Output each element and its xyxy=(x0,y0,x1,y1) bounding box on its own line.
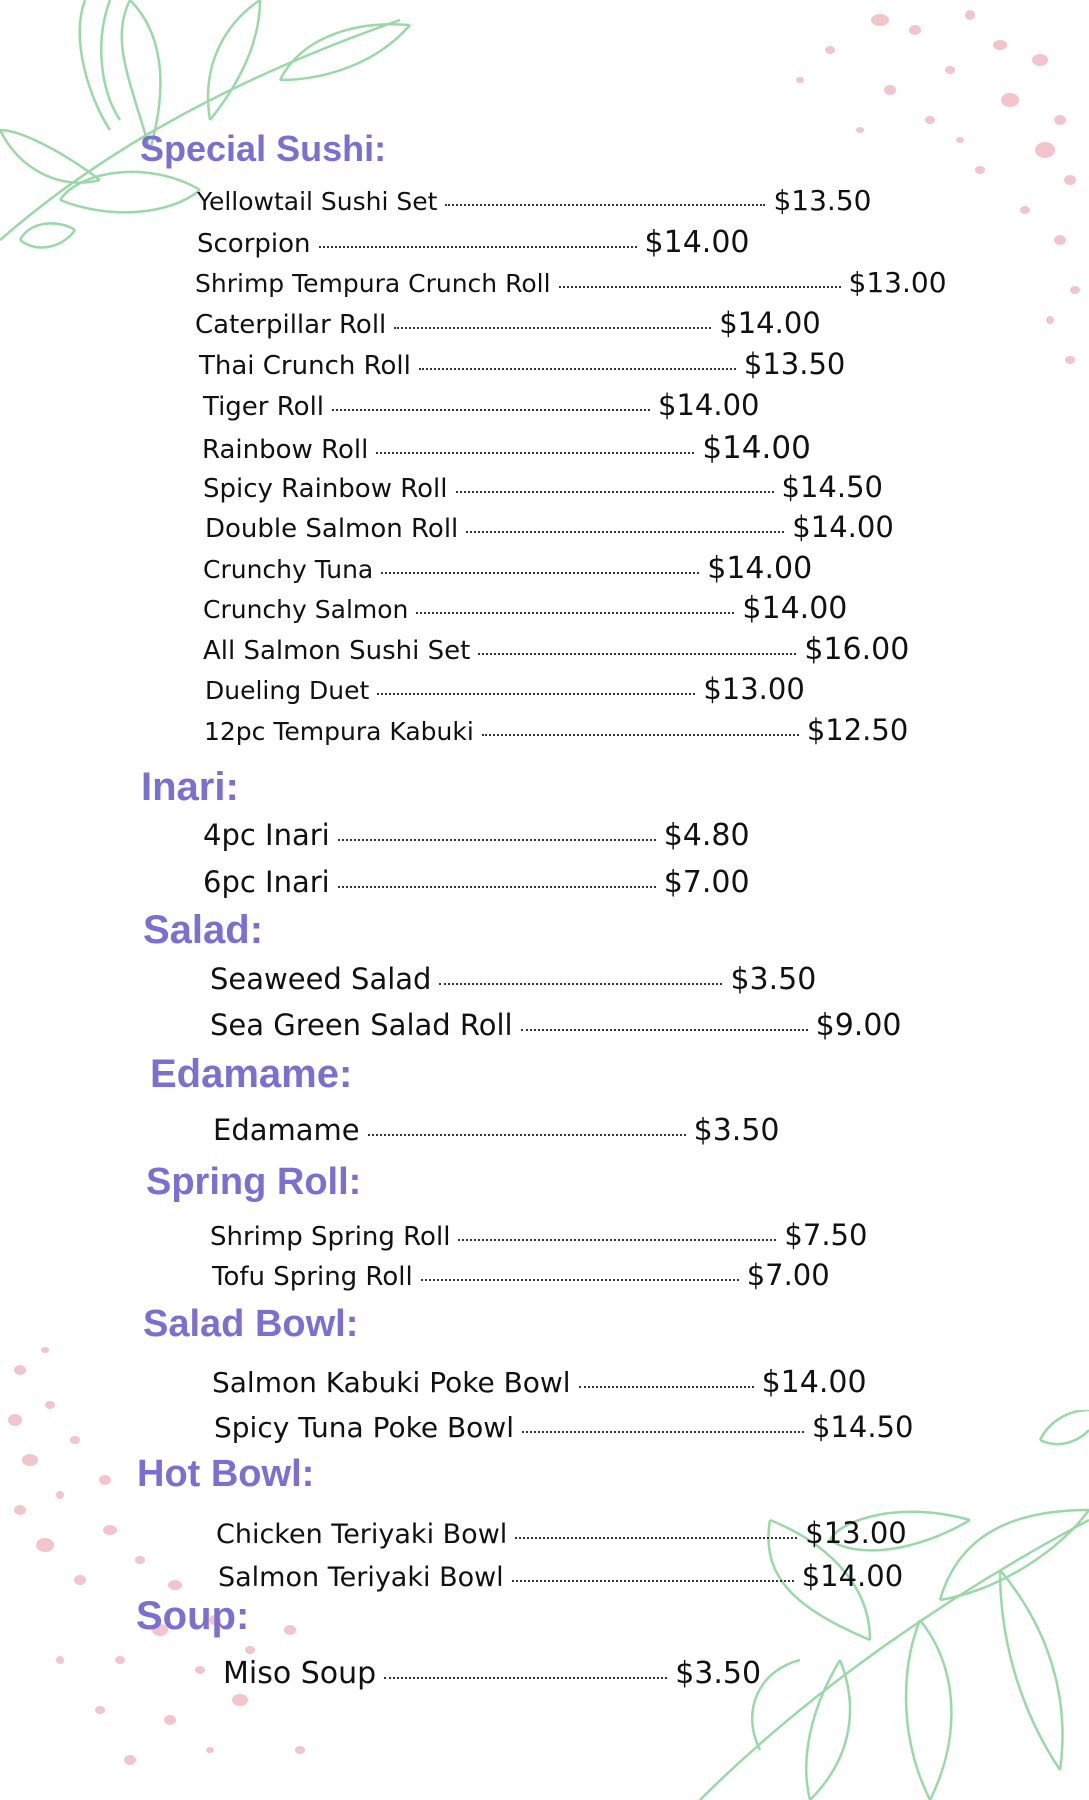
menu-item-name: Seaweed Salad xyxy=(210,962,432,996)
section-title: Salad Bowl: xyxy=(143,1303,359,1345)
menu-item-name: Scorpion xyxy=(197,229,311,259)
menu-item-price: $14.00 xyxy=(801,1559,904,1593)
dot-leader xyxy=(579,1386,754,1388)
menu-item-name: 12pc Tempura Kabuki xyxy=(204,717,474,746)
menu-item-price: $3.50 xyxy=(675,1656,762,1691)
dot-leader xyxy=(394,327,711,329)
menu-item xyxy=(197,184,871,217)
menu-item-name: Thai Crunch Roll xyxy=(199,351,411,381)
menu-item-price: $14.00 xyxy=(707,551,813,586)
menu-item-name: Spicy Tuna Poke Bowl xyxy=(214,1411,514,1444)
menu-item xyxy=(212,1258,830,1292)
menu-item xyxy=(203,818,750,853)
dot-leader xyxy=(512,1580,794,1582)
section-title: Special Sushi: xyxy=(140,128,387,169)
dot-leader xyxy=(419,368,736,370)
menu-item-price: $7.00 xyxy=(746,1258,830,1292)
menu-item xyxy=(195,266,947,299)
dot-leader xyxy=(338,886,656,888)
menu-item-price: $14.00 xyxy=(644,225,750,260)
menu-item-price: $4.80 xyxy=(663,818,750,853)
menu-item xyxy=(202,430,811,466)
dot-leader xyxy=(456,491,774,493)
menu-item-name: Caterpillar Roll xyxy=(195,310,387,340)
menu-item-price: $7.00 xyxy=(663,865,750,900)
dot-leader xyxy=(522,1431,804,1433)
menu-item-price: $14.50 xyxy=(811,1410,914,1444)
menu-item-name: Sea Green Salad Roll xyxy=(210,1008,513,1042)
menu-item xyxy=(210,1218,867,1252)
dot-leader xyxy=(338,839,656,841)
menu-item-price: $14.00 xyxy=(742,591,848,626)
menu-item xyxy=(205,672,805,706)
menu-item-name: Shrimp Tempura Crunch Roll xyxy=(195,269,551,298)
menu-item xyxy=(214,1410,913,1444)
menu-item-price: $13.50 xyxy=(773,184,872,217)
menu-item xyxy=(212,1365,867,1400)
section-title: Soup: xyxy=(136,1594,250,1638)
section-title: Spring Roll: xyxy=(146,1161,362,1203)
dot-leader xyxy=(381,572,699,574)
menu-item-name: Chicken Teriyaki Bowl xyxy=(216,1519,508,1550)
dot-leader xyxy=(559,286,841,288)
dot-leader xyxy=(421,1279,739,1281)
menu-item xyxy=(203,865,750,900)
dot-leader xyxy=(376,452,694,454)
menu-item-name: Double Salmon Roll xyxy=(205,514,459,544)
menu-item xyxy=(213,1113,780,1148)
section-title: Hot Bowl: xyxy=(137,1453,315,1495)
menu-item-price: $3.50 xyxy=(693,1113,780,1148)
menu-item-name: Dueling Duet xyxy=(205,676,370,705)
dot-leader xyxy=(478,653,796,655)
menu-item-name: Miso Soup xyxy=(223,1656,377,1691)
dot-leader xyxy=(458,1239,776,1241)
dot-leader xyxy=(319,246,637,248)
dot-leader xyxy=(445,204,765,206)
menu-item-price: $7.50 xyxy=(784,1218,868,1252)
menu-item xyxy=(203,470,883,504)
menu-item-price: $12.50 xyxy=(806,713,909,747)
menu-item-name: 6pc Inari xyxy=(203,865,330,899)
menu-item xyxy=(216,1516,907,1550)
menu-item-name: Edamame xyxy=(213,1113,360,1147)
menu-item-price: $13.50 xyxy=(743,347,846,381)
menu-item-name: 4pc Inari xyxy=(203,818,330,852)
menu-item-price: $14.00 xyxy=(702,430,811,466)
menu-item-price: $14.50 xyxy=(781,470,883,504)
menu-item-price: $14.00 xyxy=(658,388,760,422)
menu-item-price: $13.00 xyxy=(848,266,947,299)
dot-leader xyxy=(332,409,650,411)
menu-item-name: Yellowtail Sushi Set xyxy=(197,187,438,216)
menu-item-name: Tofu Spring Roll xyxy=(212,1262,413,1292)
menu-item xyxy=(218,1559,903,1593)
menu-item-price: $9.00 xyxy=(815,1008,902,1043)
menu-item-name: Crunchy Tuna xyxy=(203,555,374,584)
menu-item-name: Salmon Kabuki Poke Bowl xyxy=(212,1366,571,1399)
menu-item xyxy=(203,632,909,667)
dot-leader xyxy=(377,693,695,695)
menu-item-name: Spicy Rainbow Roll xyxy=(203,474,448,504)
menu-item-name: Salmon Teriyaki Bowl xyxy=(218,1562,504,1593)
menu-item-name: All Salmon Sushi Set xyxy=(203,636,471,666)
menu-item xyxy=(210,962,816,997)
menu-item xyxy=(195,306,821,340)
section-title: Edamame: xyxy=(150,1052,353,1096)
section-title: Inari: xyxy=(141,765,239,809)
menu-item xyxy=(199,347,845,381)
dot-leader xyxy=(416,612,734,614)
dot-leader xyxy=(384,1677,667,1679)
menu-item xyxy=(223,1656,761,1691)
menu-item-price: $14.00 xyxy=(719,306,821,340)
dot-leader xyxy=(368,1134,686,1136)
menu-item xyxy=(197,225,750,260)
menu-item xyxy=(203,551,812,586)
menu-item xyxy=(205,510,894,544)
menu-item-price: $14.00 xyxy=(761,1365,867,1400)
dot-leader xyxy=(466,531,784,533)
menu-item-name: Crunchy Salmon xyxy=(203,595,409,624)
menu-item-price: $16.00 xyxy=(804,632,910,667)
menu-item-price: $3.50 xyxy=(730,962,817,997)
menu-item xyxy=(210,1008,902,1043)
menu-item-name: Tiger Roll xyxy=(203,392,325,422)
section-title: Salad: xyxy=(143,908,264,952)
menu-item-price: $14.00 xyxy=(792,510,894,544)
menu-item xyxy=(204,713,908,747)
dot-leader xyxy=(439,983,722,985)
menu-item-price: $13.00 xyxy=(703,672,805,706)
menu-item-name: Rainbow Roll xyxy=(202,435,369,465)
menu-item-price: $13.00 xyxy=(805,1516,907,1550)
menu-item xyxy=(203,388,760,422)
dot-leader xyxy=(482,734,799,736)
dot-leader xyxy=(521,1029,808,1031)
menu-item-name: Shrimp Spring Roll xyxy=(210,1222,451,1252)
dot-leader xyxy=(515,1537,797,1539)
menu-item xyxy=(203,591,847,626)
